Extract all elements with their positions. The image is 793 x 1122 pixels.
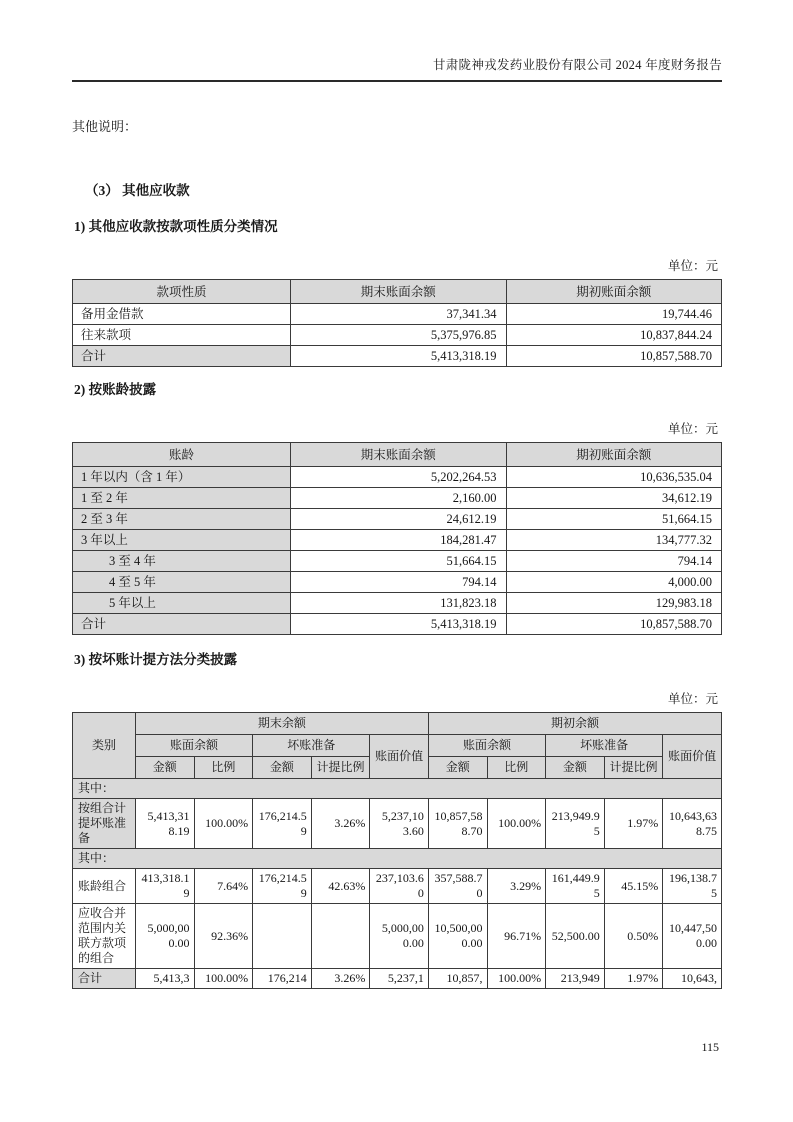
table-row	[73, 325, 722, 346]
amount-cell: 176,214.59	[253, 799, 312, 849]
amount-cell: 213,949	[546, 969, 605, 989]
amount-cell: 4,000.00	[506, 572, 721, 593]
amount-cell: 176,214.59	[253, 869, 312, 904]
provision-method-table	[72, 712, 722, 989]
ratio-cell: 100.00%	[194, 969, 253, 989]
ratio-cell: 1.97%	[604, 969, 663, 989]
column-header-ending-balance: 期末余额	[135, 713, 428, 735]
amount-cell: 184,281.47	[291, 530, 506, 551]
column-header-amount: 金额	[428, 757, 487, 779]
ratio-cell: 3.26%	[311, 799, 370, 849]
amount-cell: 131,823.18	[291, 593, 506, 614]
amount-cell: 10,857,588.70	[506, 614, 721, 635]
amount-cell: 794.14	[291, 572, 506, 593]
row-label: 按组合计提坏账准备	[73, 799, 136, 849]
row-label: 合计	[73, 346, 291, 367]
amount-cell: 5,237,1	[370, 969, 429, 989]
total-row	[73, 969, 722, 989]
column-header: 期末账面余额	[291, 443, 506, 467]
amount-cell: 10,857,588.70	[428, 799, 487, 849]
amount-cell: 10,500,000.00	[428, 904, 487, 969]
ratio-cell: 96.71%	[487, 904, 546, 969]
column-header-amount: 金额	[253, 757, 312, 779]
amount-cell: 176,214	[253, 969, 312, 989]
column-header-bad-debt: 坏账准备	[546, 735, 663, 757]
total-row	[73, 614, 722, 635]
amount-cell: 237,103.60	[370, 869, 429, 904]
column-header-beginning-balance: 期初余额	[428, 713, 721, 735]
unit-label: 单位：元	[667, 259, 718, 273]
ratio-cell: 100.00%	[487, 969, 546, 989]
table-row	[73, 304, 722, 325]
amount-cell: 52,500.00	[546, 904, 605, 969]
column-header-book-balance: 账面余额	[428, 735, 545, 757]
amount-cell: 51,664.15	[291, 551, 506, 572]
column-header-book-value: 账面价值	[370, 735, 429, 779]
row-label: 3 至 4 年	[73, 551, 291, 572]
table-header-row	[73, 280, 722, 304]
ratio-cell: 3.29%	[487, 869, 546, 904]
ratio-cell	[311, 904, 370, 969]
table-row	[73, 904, 722, 969]
amount-cell: 5,413,318.19	[291, 346, 506, 367]
table-row	[73, 572, 722, 593]
table-row	[73, 530, 722, 551]
total-row	[73, 346, 722, 367]
amount-cell: 5,202,264.53	[291, 467, 506, 488]
amount-cell: 5,413,3	[135, 969, 194, 989]
row-label: 2 至 3 年	[73, 509, 291, 530]
amount-cell: 5,375,976.85	[291, 325, 506, 346]
column-header-ratio: 比例	[487, 757, 546, 779]
column-header-book-value: 账面价值	[663, 735, 722, 779]
amount-cell: 5,413,318.19	[135, 799, 194, 849]
amount-cell: 10,857,588.70	[506, 346, 721, 367]
row-label: 备用金借款	[73, 304, 291, 325]
amount-cell: 10,643,	[663, 969, 722, 989]
nature-classification-table	[72, 279, 722, 367]
column-header-ratio: 比例	[194, 757, 253, 779]
column-header: 款项性质	[73, 280, 291, 304]
row-label: 合计	[73, 614, 291, 635]
column-header-category: 类别	[73, 713, 136, 779]
ratio-cell: 0.50%	[604, 904, 663, 969]
amount-cell: 37,341.34	[291, 304, 506, 325]
amount-cell: 2,160.00	[291, 488, 506, 509]
table-header-row	[73, 735, 722, 757]
aging-disclosure-table	[72, 442, 722, 635]
ratio-cell: 92.36%	[194, 904, 253, 969]
table-header-row	[73, 713, 722, 735]
amount-cell: 24,612.19	[291, 509, 506, 530]
subsection-title-aging: 2) 按账龄披露	[74, 382, 157, 397]
column-header-amount: 金额	[546, 757, 605, 779]
amount-cell	[253, 904, 312, 969]
column-header: 账龄	[73, 443, 291, 467]
table-row	[73, 551, 722, 572]
ratio-cell: 100.00%	[194, 799, 253, 849]
amount-cell: 10,857,	[428, 969, 487, 989]
table-row	[73, 593, 722, 614]
column-header-book-balance: 账面余额	[135, 735, 252, 757]
amount-cell: 357,588.70	[428, 869, 487, 904]
section-title-other-receivables: （3） 其他应收款	[85, 183, 190, 198]
ratio-cell: 1.97%	[604, 799, 663, 849]
row-label: 5 年以上	[73, 593, 291, 614]
amount-cell: 5,237,103.60	[370, 799, 429, 849]
ratio-cell: 45.15%	[604, 869, 663, 904]
other-note-text: 其他说明：	[72, 119, 138, 134]
table-row	[73, 869, 722, 904]
column-header-amount: 金额	[135, 757, 194, 779]
column-header-bad-debt: 坏账准备	[253, 735, 370, 757]
column-header: 期初账面余额	[506, 443, 721, 467]
amount-cell: 5,000,000.00	[135, 904, 194, 969]
amount-cell: 34,612.19	[506, 488, 721, 509]
row-label: 往来款项	[73, 325, 291, 346]
column-header: 期末账面余额	[291, 280, 506, 304]
amount-cell: 10,636,535.04	[506, 467, 721, 488]
row-label: 1 至 2 年	[73, 488, 291, 509]
page-number: 115	[701, 1040, 719, 1054]
row-label: 1 年以内（含 1 年）	[73, 467, 291, 488]
row-label: 应收合并范围内关联方款项的组合	[73, 904, 136, 969]
among-which-label: 其中：	[73, 849, 722, 869]
amount-cell: 5,413,318.19	[291, 614, 506, 635]
ratio-cell: 42.63%	[311, 869, 370, 904]
amount-cell: 196,138.75	[663, 869, 722, 904]
amount-cell: 413,318.19	[135, 869, 194, 904]
ratio-cell: 100.00%	[487, 799, 546, 849]
amount-cell: 10,837,844.24	[506, 325, 721, 346]
row-label: 3 年以上	[73, 530, 291, 551]
among-which-row	[73, 849, 722, 869]
column-header-provision-ratio: 计提比例	[311, 757, 370, 779]
table-header-row	[73, 443, 722, 467]
amount-cell: 794.14	[506, 551, 721, 572]
subsection-title-nature: 1) 其他应收款按款项性质分类情况	[74, 219, 278, 234]
document-header-title: 甘肃陇神戎发药业股份有限公司 2024 年度财务报告	[72, 56, 722, 82]
amount-cell: 213,949.95	[546, 799, 605, 849]
amount-cell: 5,000,000.00	[370, 904, 429, 969]
amount-cell: 129,983.18	[506, 593, 721, 614]
amount-cell: 134,777.32	[506, 530, 721, 551]
table-row	[73, 488, 722, 509]
row-label: 4 至 5 年	[73, 572, 291, 593]
table-row	[73, 467, 722, 488]
table-row	[73, 799, 722, 849]
column-header: 期初账面余额	[506, 280, 721, 304]
table-row	[73, 509, 722, 530]
row-label: 账龄组合	[73, 869, 136, 904]
ratio-cell: 7.64%	[194, 869, 253, 904]
amount-cell: 10,643,638.75	[663, 799, 722, 849]
column-header-provision-ratio: 计提比例	[604, 757, 663, 779]
row-label: 合计	[73, 969, 136, 989]
ratio-cell: 3.26%	[311, 969, 370, 989]
amount-cell: 161,449.95	[546, 869, 605, 904]
unit-label: 单位：元	[667, 692, 718, 706]
amount-cell: 19,744.46	[506, 304, 721, 325]
unit-label: 单位：元	[667, 422, 718, 436]
subsection-title-provision-method: 3) 按坏账计提方法分类披露	[74, 652, 238, 667]
among-which-label: 其中：	[73, 779, 722, 799]
amount-cell: 10,447,500.00	[663, 904, 722, 969]
amount-cell: 51,664.15	[506, 509, 721, 530]
among-which-row	[73, 779, 722, 799]
